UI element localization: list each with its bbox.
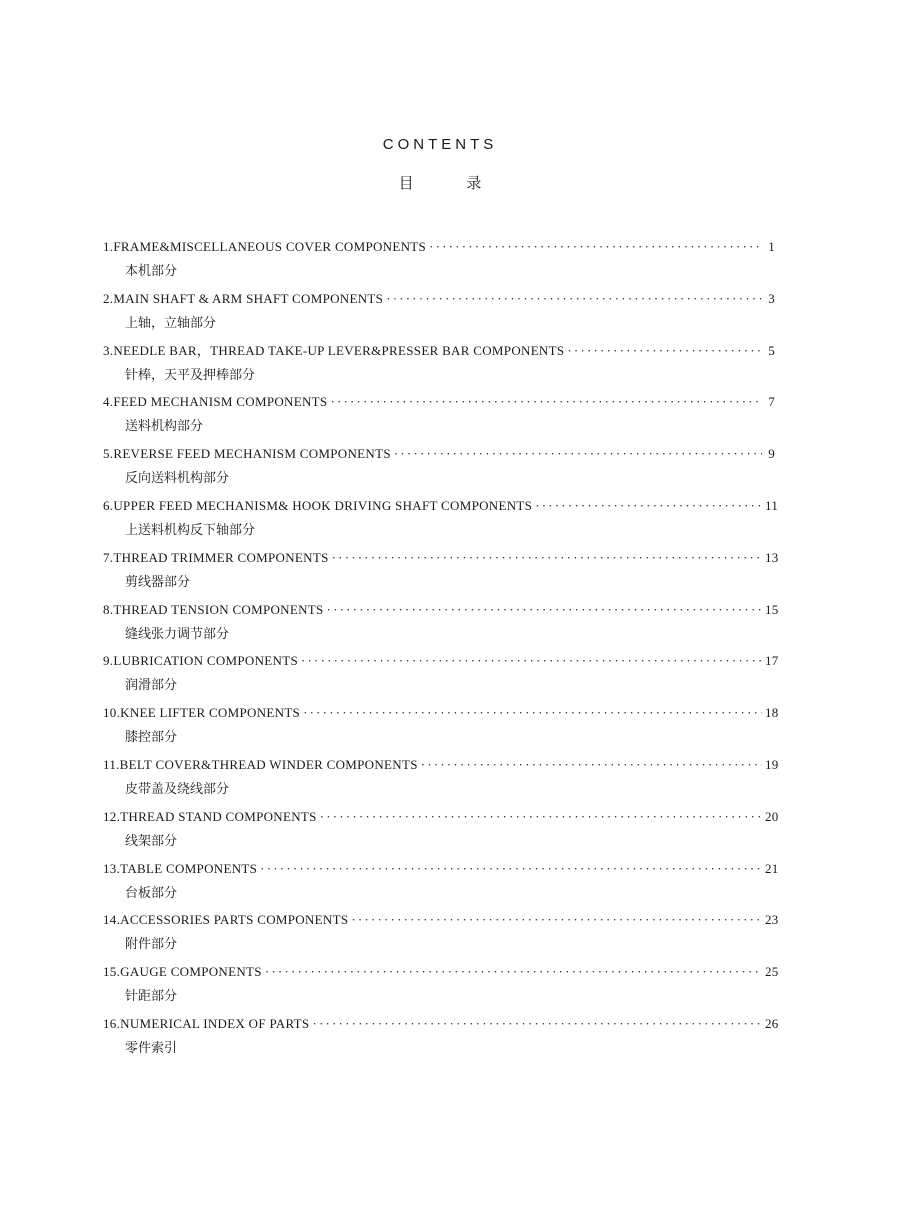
toc-entry-label: 12.THREAD STAND COMPONENTS — [103, 808, 317, 824]
toc-entry-1[interactable] — [103, 236, 775, 288]
toc-entry-page: 17 — [765, 653, 779, 669]
toc-entry-chinese: 上轴，立轴部分 — [125, 315, 217, 331]
toc-entry-label: 4.FEED MECHANISM COMPONENTS — [103, 394, 328, 410]
toc-entry-13[interactable] — [103, 858, 779, 910]
toc-entry-12[interactable] — [103, 806, 779, 858]
toc-entry-chinese: 零件索引 — [125, 1040, 178, 1056]
toc-entry-16[interactable] — [103, 1013, 779, 1065]
toc-entry-page: 13 — [765, 549, 779, 565]
toc-entry-page: 26 — [765, 1015, 779, 1031]
dot-leader — [301, 650, 762, 672]
toc-entry-label: 15.GAUGE COMPONENTS — [103, 964, 262, 980]
toc-entry-page: 21 — [765, 860, 779, 876]
toc-entry-page: 11 — [765, 497, 779, 513]
toc-entry-label: 2.MAIN SHAFT & ARM SHAFT COMPONENTS — [103, 290, 384, 306]
dot-leader — [312, 1013, 762, 1035]
toc-entry-label: 1.FRAME&MISCELLANEOUS COVER COMPONENTS — [103, 239, 427, 254]
page-title: CONTENTS — [382, 136, 498, 153]
toc-entry-3[interactable] — [103, 340, 775, 392]
toc-entry-chinese: 膝控部分 — [125, 730, 178, 746]
dot-leader — [386, 288, 762, 310]
page-subtitle: 目 录 — [398, 174, 482, 192]
toc-entry-label: 7.THREAD TRIMMER COMPONENTS — [103, 549, 329, 565]
toc-entry-page: 20 — [765, 808, 779, 824]
dot-leader — [567, 340, 762, 362]
toc-entry-label: 11.BELT COVER&THREAD WINDER COMPONENTS — [103, 756, 418, 772]
toc-entry-chinese: 缝线张力调节部分 — [125, 626, 230, 642]
dot-leader — [332, 547, 762, 569]
toc-entry-page: 25 — [765, 964, 779, 980]
toc-entry-label: 14.ACCESSORIES PARTS COMPONENTS — [103, 912, 349, 928]
toc-entry-label: 16.NUMERICAL INDEX OF PARTS — [103, 1015, 310, 1031]
dot-leader — [320, 806, 762, 828]
toc-entry-chinese: 针棒，天平及押棒部分 — [125, 367, 256, 383]
dot-leader — [394, 443, 762, 465]
dot-leader — [303, 702, 762, 724]
toc-entry-chinese: 皮带盖及绕线部分 — [125, 781, 230, 797]
dot-leader — [351, 909, 762, 931]
dot-leader — [429, 236, 762, 258]
toc-entry-page: 23 — [765, 912, 779, 928]
toc-entry-chinese: 送料机构部分 — [125, 419, 204, 435]
toc-entry-label: 5.REVERSE FEED MECHANISM COMPONENTS — [103, 446, 391, 462]
toc-entry-chinese: 本机部分 — [125, 264, 178, 279]
toc-entry-page: 9 — [768, 446, 775, 462]
toc-entry-page: 3 — [768, 290, 775, 306]
toc-entry-15[interactable] — [103, 961, 779, 1013]
toc-entry-chinese: 附件部分 — [125, 937, 178, 953]
toc-entry-11[interactable] — [103, 754, 779, 806]
toc-entry-page: 15 — [765, 601, 779, 617]
toc-entry-label: 3.NEEDLE BAR，THREAD TAKE-UP LEVER&PRESSER BAR COMPONENTS — [103, 342, 565, 358]
toc-entry-9[interactable] — [103, 650, 779, 702]
toc-entry-14[interactable] — [103, 909, 779, 961]
toc-entry-label: 10.KNEE LIFTER COMPONENTS — [103, 705, 301, 721]
toc-entry-chinese: 针距部分 — [125, 989, 178, 1005]
toc-entry-chinese: 润滑部分 — [125, 678, 178, 694]
toc-entry-chinese: 台板部分 — [125, 885, 178, 901]
toc-entry-6[interactable] — [103, 495, 779, 547]
toc-entry-5[interactable] — [103, 443, 775, 495]
toc-entry-7[interactable] — [103, 547, 779, 599]
toc-entry-label: 6.UPPER FEED MECHANISM& HOOK DRIVING SHAFT COMPONENTS — [103, 497, 533, 513]
toc-entry-page: 1 — [768, 239, 775, 254]
toc-entry-2[interactable] — [103, 288, 775, 340]
table-of-contents — [103, 236, 779, 1065]
toc-entry-10[interactable] — [103, 702, 779, 754]
toc-entry-label: 8.THREAD TENSION COMPONENTS — [103, 601, 324, 617]
toc-entry-label: 9.LUBRICATION COMPONENTS — [103, 653, 298, 669]
dot-leader — [421, 754, 762, 776]
toc-entry-page: 5 — [768, 342, 775, 358]
toc-entry-chinese: 剪线器部分 — [125, 574, 191, 590]
toc-entry-chinese: 线架部分 — [125, 833, 178, 849]
toc-entry-chinese: 反向送料机构部分 — [125, 471, 230, 487]
toc-entry-4[interactable] — [103, 391, 775, 443]
dot-leader — [330, 391, 762, 413]
dot-leader — [535, 495, 762, 517]
toc-entry-page: 18 — [765, 705, 779, 721]
toc-entry-8[interactable] — [103, 599, 779, 651]
toc-entry-chinese: 上送料机构反下轴部分 — [125, 522, 256, 538]
dot-leader — [260, 858, 762, 880]
toc-entry-label: 13.TABLE COMPONENTS — [103, 860, 258, 876]
dot-leader — [265, 961, 762, 983]
toc-entry-page: 7 — [768, 394, 775, 410]
dot-leader — [327, 599, 762, 621]
toc-entry-page: 19 — [765, 756, 779, 772]
